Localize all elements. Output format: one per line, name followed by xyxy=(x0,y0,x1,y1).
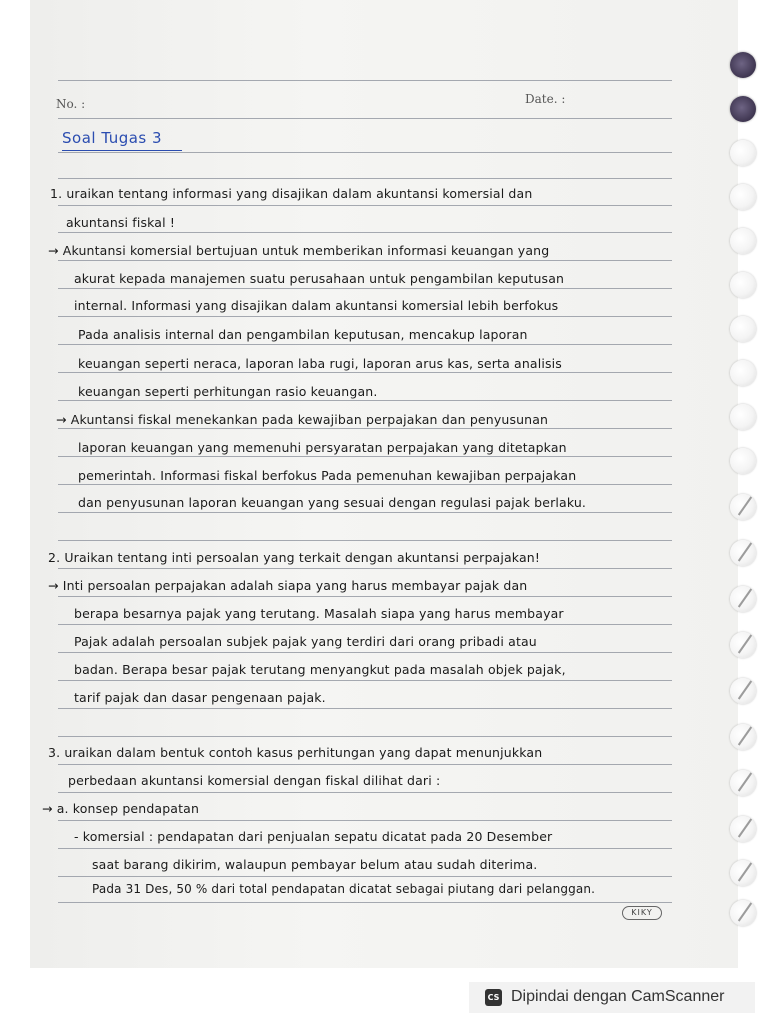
ruled-line xyxy=(58,205,672,206)
ruled-line xyxy=(58,428,672,429)
handwritten-line: dan penyusunan laporan keuangan yang sesuai dengan regulasi pajak berlaku. xyxy=(78,495,587,510)
handwritten-line: laporan keuangan yang memenuhi persyaratan perpajakan yang ditetapkan xyxy=(78,440,567,455)
ruled-line xyxy=(58,152,672,153)
handwritten-line: → Akuntansi komersial bertujuan untuk memberikan informasi keuangan yang xyxy=(48,243,550,258)
ruled-line xyxy=(58,596,672,597)
ruled-line xyxy=(58,118,672,119)
footer-text: Dipindai dengan CamScanner xyxy=(511,988,725,1005)
ruled-line xyxy=(58,792,672,793)
date-label: Date. : xyxy=(525,92,566,106)
handwritten-line: Pajak adalah persoalan subjek pajak yang terdiri dari orang pribadi atau xyxy=(74,634,537,649)
handwritten-line: → Akuntansi fiskal menekankan pada kewajiban perpajakan dan penyusunan xyxy=(56,412,549,427)
binder-hole xyxy=(730,494,756,520)
ruled-line xyxy=(58,540,672,541)
ruled-line xyxy=(58,288,672,289)
ruled-line xyxy=(58,848,672,849)
binder-hole xyxy=(730,184,756,210)
binder-hole xyxy=(730,724,756,750)
ruled-line xyxy=(58,680,672,681)
binder-hole xyxy=(730,678,756,704)
handwritten-line: berapa besarnya pajak yang terutang. Masalah siapa yang harus membayar xyxy=(74,606,564,621)
binder-hole xyxy=(730,632,756,658)
binder-hole xyxy=(730,360,756,386)
ruled-line xyxy=(58,568,672,569)
handwritten-line: akuntansi fiskal ! xyxy=(66,215,176,230)
ruled-line xyxy=(58,820,672,821)
binder-hole xyxy=(730,860,756,886)
handwritten-line: keuangan seperti neraca, laporan laba rugi, laporan arus kas, serta analisis xyxy=(78,356,562,371)
ruled-line xyxy=(58,624,672,625)
handwritten-line: Pada analisis internal dan pengambilan keputusan, mencakup laporan xyxy=(78,327,528,342)
binder-hole xyxy=(730,586,756,612)
ruled-line xyxy=(58,512,672,513)
ruled-line xyxy=(58,652,672,653)
handwritten-line: tarif pajak dan dasar pengenaan pajak. xyxy=(74,690,326,705)
handwritten-line: 2. Uraikan tentang inti persoalan yang terkait dengan akuntansi perpajakan! xyxy=(48,550,540,565)
binder-hole xyxy=(730,540,756,566)
camscanner-logo-icon: CS xyxy=(485,989,502,1006)
binder-hole xyxy=(730,228,756,254)
binder-hole xyxy=(730,140,756,166)
ruled-line xyxy=(58,232,672,233)
binder-hole xyxy=(730,816,756,842)
ruled-line xyxy=(58,178,672,179)
ruled-line xyxy=(58,260,672,261)
title-underline xyxy=(62,150,182,151)
no-label: No. : xyxy=(56,97,86,111)
binder-hole xyxy=(730,448,756,474)
binder-hole xyxy=(730,96,756,122)
handwritten-line: - komersial : pendapatan dari penjualan sepatu dicatat pada 20 Desember xyxy=(74,829,553,844)
handwritten-line: internal. Informasi yang disajikan dalam akuntansi komersial lebih berfokus xyxy=(74,298,559,313)
handwritten-line: 1. uraikan tentang informasi yang disajikan dalam akuntansi komersial dan xyxy=(50,186,533,201)
binder-hole xyxy=(730,900,756,926)
ruled-line xyxy=(58,484,672,485)
ruled-line xyxy=(58,80,672,81)
brand-mark: KIKY xyxy=(622,906,662,920)
handwritten-line: perbedaan akuntansi komersial dengan fiskal dilihat dari : xyxy=(68,773,441,788)
handwritten-line: badan. Berapa besar pajak terutang menyangkut pada masalah objek pajak, xyxy=(74,662,566,677)
ruled-line xyxy=(58,400,672,401)
camscanner-footer xyxy=(469,982,755,1013)
ruled-line xyxy=(58,708,672,709)
ruled-line xyxy=(58,344,672,345)
binder-hole xyxy=(730,52,756,78)
handwritten-line: saat barang dikirim, walaupun pembayar belum atau sudah diterima. xyxy=(92,857,538,872)
ruled-line xyxy=(58,876,672,877)
handwritten-line: → a. konsep pendapatan xyxy=(42,801,200,816)
binder-hole xyxy=(730,770,756,796)
handwritten-line: 3. uraikan dalam bentuk contoh kasus perhitungan yang dapat menunjukkan xyxy=(48,745,543,760)
binder-hole xyxy=(730,272,756,298)
handwritten-line: → Inti persoalan perpajakan adalah siapa yang harus membayar pajak dan xyxy=(48,578,528,593)
handwritten-line: Pada 31 Des, 50 % dari total pendapatan dicatat sebagai piutang dari pelanggan. xyxy=(92,882,596,896)
ruled-line xyxy=(58,736,672,737)
ruled-line xyxy=(58,764,672,765)
handwritten-line: akurat kepada manajemen suatu perusahaan untuk pengambilan keputusan xyxy=(74,271,565,286)
page-title: Soal Tugas 3 xyxy=(62,129,163,147)
ruled-line xyxy=(58,372,672,373)
handwritten-line: keuangan seperti perhitungan rasio keuangan. xyxy=(78,384,378,399)
binder-hole xyxy=(730,404,756,430)
ruled-line xyxy=(58,456,672,457)
handwritten-line: pemerintah. Informasi fiskal berfokus Pada pemenuhan kewajiban perpajakan xyxy=(78,468,577,483)
ruled-line xyxy=(58,316,672,317)
binder-hole xyxy=(730,316,756,342)
ruled-line xyxy=(58,902,672,903)
